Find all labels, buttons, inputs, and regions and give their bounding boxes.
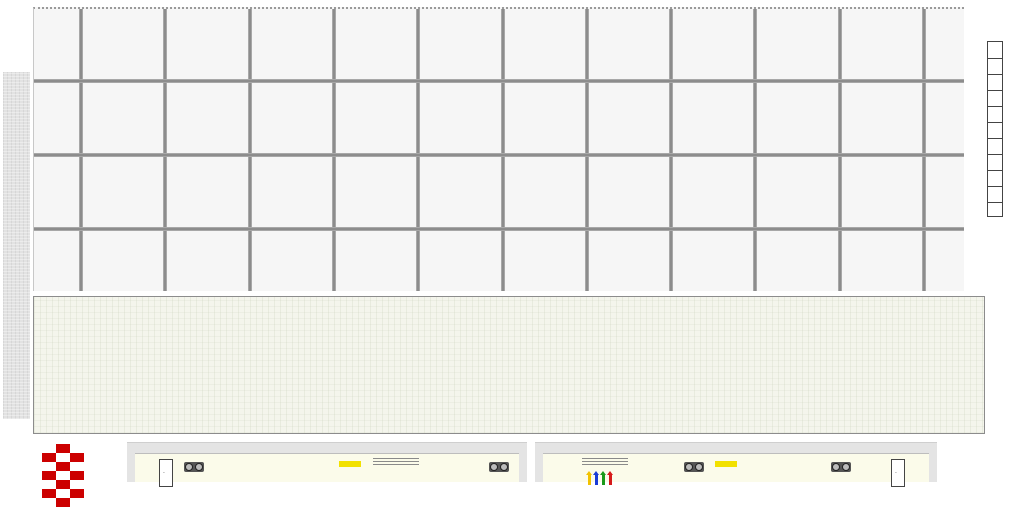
rack-right[interactable] <box>535 442 937 482</box>
checker-square <box>70 489 84 498</box>
checker-square <box>42 489 56 498</box>
stack-cell <box>988 202 1002 203</box>
fan-icon <box>184 462 204 472</box>
vent-icon <box>582 457 628 465</box>
checker-square <box>70 453 84 462</box>
rack-door[interactable] <box>891 459 905 487</box>
rack-door[interactable] <box>159 459 173 487</box>
stack-cell <box>988 74 1002 75</box>
rack-left[interactable] <box>127 442 527 482</box>
yellow-tag <box>715 461 737 467</box>
checker-square <box>56 462 70 471</box>
fan-icon <box>489 462 509 472</box>
grid-line <box>34 153 964 157</box>
checker-logo-icon <box>42 444 84 507</box>
grid-line <box>79 9 83 291</box>
grid-line <box>34 79 964 83</box>
stack-cell <box>988 106 1002 107</box>
grid-line <box>585 9 589 291</box>
grid-line <box>34 227 964 231</box>
left-texture-strip <box>3 72 30 419</box>
stack-cell <box>988 122 1002 123</box>
checker-square <box>56 480 70 489</box>
ceiling-tile-grid[interactable] <box>33 7 964 291</box>
grid-line <box>501 9 505 291</box>
grid-line <box>838 9 842 291</box>
fan-icon <box>831 462 851 472</box>
stack-cell <box>988 90 1002 91</box>
yellow-arrow-icon <box>588 475 591 485</box>
checker-square <box>56 498 70 507</box>
door-knob-icon: · <box>895 470 897 477</box>
rack-face <box>135 453 519 482</box>
grid-line <box>669 9 673 291</box>
stack-cell <box>988 186 1002 187</box>
stack-cell <box>988 154 1002 155</box>
fan-icon <box>684 462 704 472</box>
vent-icon <box>373 457 419 465</box>
stack-cell <box>988 58 1002 59</box>
blue-arrow-icon <box>595 475 598 485</box>
grid-line <box>753 9 757 291</box>
checker-square <box>42 453 56 462</box>
stack-cell <box>988 138 1002 139</box>
green-arrow-icon <box>602 475 605 485</box>
pale-panel-area[interactable] <box>33 296 985 434</box>
door-knob-icon: · <box>163 470 165 477</box>
grid-line <box>332 9 336 291</box>
grid-line <box>163 9 167 291</box>
checker-square <box>56 444 70 453</box>
checker-square <box>70 471 84 480</box>
stack-cell <box>988 170 1002 171</box>
yellow-tag <box>339 461 361 467</box>
grid-line <box>248 9 252 291</box>
red-arrow-icon <box>609 475 612 485</box>
vertical-box-stack[interactable] <box>987 41 1003 217</box>
checker-square <box>42 471 56 480</box>
grid-line <box>922 9 926 291</box>
grid-line <box>416 9 420 291</box>
